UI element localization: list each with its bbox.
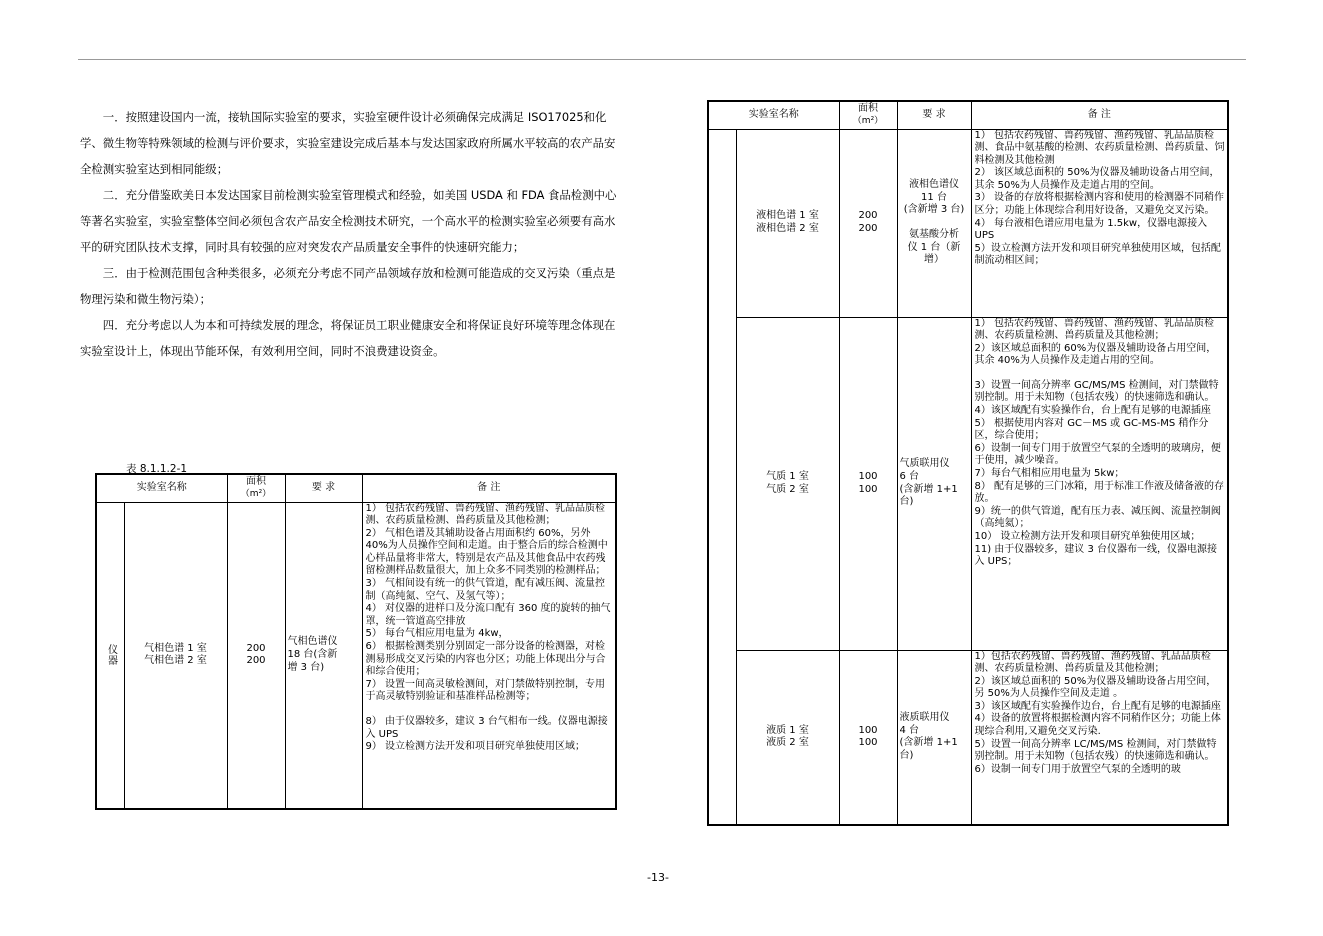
header-area: 面积 （m²） bbox=[839, 101, 897, 129]
header-name: 实验室名称 bbox=[96, 474, 227, 502]
notes-cell: 1）包括农药残留、兽药残留、渔药残留、乳品品质检测、农药质量检测、兽药质量及其他检测； 2）该区域总面积的 50%为仪器及辅助设备占用空间，另 50%为人员操作空间及走道 。 3）该区域配有实验操作边台，台上配有足够的电源插座 4）设备的放置将根据检测内容不同稍作区分；功能上体现综合利用,又避免交叉污染. 5）设置一间高分辨率 LC/MS/MS 检测间，对门禁做特别控制。用于未知物（包括农残）的快速筛选和确认。 6）设制一间专门用于放置空气泵的全透明的玻 bbox=[971, 650, 1228, 825]
notes-cell: 1） 包括农药残留、兽药残留、渔药残留、乳品品质检测、食品中氨基酸的检测、农药质量检测、兽药质量、饲料检测及其他检测 2） 该区域总面积的 50%为仪器及辅助设备占用空间，其余 50%为人员操作及走道占用的空间。 3） 设备的存放将根据检测内容和使用的检测器不同稍作区分；功能上体现综合利用好设备，又避免交叉污染。 4） 每台液相色谱应用电量为 1.5kw，仪器电源接入 UPS 5）设立检测方法开发和项目研究单独使用区域，包括配制流动相区间； bbox=[971, 129, 1228, 317]
room-name-cell: 液质 1 室 液质 2 室 bbox=[736, 650, 839, 825]
table-row bbox=[708, 129, 1228, 317]
table-header-row bbox=[96, 474, 616, 502]
lab-table-right bbox=[707, 100, 1229, 826]
table-row bbox=[708, 317, 1228, 650]
header-note: 备 注 bbox=[971, 101, 1228, 129]
notes-cell: 1） 包括农药残留、兽药残留、渔药残留、乳品品质检测、农药质量检测、兽药质量及其他检测； 2） 气相色谱及其辅助设备占用面积约 60%，另外 40%为人员操作空间和走道。由于整合后的综合检测中心样品量将非常大，特别是农产品及其他食品中农药残留检测样品数量很大，加上众多不同类别的检测样品； 3） 气相间设有统一的供气管道，配有减压阀、流量控制（高纯氮、空气、及氢气等）； 4） 对仪器的进样口及分流口配有 360 度的旋转的抽气罩，统一管道高空排放 5） 每台气相应用电量为 4kw， 6） 根据检测类别分别固定一部分设备的检测器，对检测易形成交叉污染的内容也分区；功能上体现出分与合和综合使用； 7） 设置一间高灵敏检测间，对门禁做特别控制，专用于高灵敏特别验证和基准样品检测等； 8） 由于仪器较多，建议 3 台气相布一线。仪器电源接入 UPS 9） 设立检测方法开发和项目研究单独使用区域； bbox=[362, 502, 616, 809]
paragraph-2: 二．充分借鉴欧美日本发达国家目前检测实验室管理模式和经验，如美国 USDA 和 FDA 食品检测中心等著名实验室，实验室整体空间必须包含农产品安全检测技术研究，一个高水平的检测实验室必须要有高水平的研究团队技术支撑，同时具有较强的应对突发农产品质量安全事件的快速研究能力； bbox=[80, 188, 617, 254]
lab-table-left bbox=[95, 473, 617, 810]
area-cell: 100 100 bbox=[839, 317, 897, 650]
area-cell: 100 100 bbox=[839, 650, 897, 825]
header-note: 备 注 bbox=[362, 474, 616, 502]
table-row bbox=[96, 502, 616, 809]
header-area: 面积 （m²） bbox=[227, 474, 285, 502]
requirement-cell: 液质联用仪 4 台 (含新增 1+1 台) bbox=[897, 650, 971, 825]
notes-cell: 1） 包括农药残留、兽药残留、渔药残留、乳品品质检测、农药质量检测、兽药质量及其他检测； 2）该区域总面积的 60%为仪器及辅助设备占用空间，其余 40%为人员操作及走道占用的空间。 3）设置一间高分辨率 GC/MS/MS 检测间，对门禁做特别控制。用于未知物（包括农残）的快速筛选和确认。 4）该区域配有实验操作台，台上配有足够的电源插座 5） 根据使用内容对 GC－MS 或 GC-MS-MS 稍作分区，综合使用； 6）设制一间专门用于放置空气泵的全透明的玻璃房，便于使用，减少噪音。 7）每台气相相应用电量为 5kw； 8） 配有足够的三门冰箱，用于标准工作液及储备液的存放。 9）统一的供气管道，配有压力表、减压阀、流量控制阀（高纯氦）； 10） 设立检测方法开发和项目研究单独使用区域； 11) 由于仪器较多，建议 3 台仪器布一线，仪器电源接入 UPS； bbox=[971, 317, 1228, 650]
table-header-row bbox=[708, 101, 1228, 129]
requirement-cell: 气质联用仪 6 台 (含新增 1+1 台) bbox=[897, 317, 971, 650]
header-req: 要 求 bbox=[285, 474, 362, 502]
page-number: -13- bbox=[647, 871, 669, 884]
area-cell: 200 200 bbox=[839, 129, 897, 317]
room-name-cell: 液相色谱 1 室 液相色谱 2 室 bbox=[736, 129, 839, 317]
header-req: 要 求 bbox=[897, 101, 971, 129]
body-text bbox=[80, 104, 625, 364]
table-caption: 表 8.1.1.2-1 bbox=[126, 463, 188, 475]
room-name-cell: 气相色谱 1 室 气相色谱 2 室 bbox=[124, 502, 227, 809]
table-row bbox=[708, 650, 1228, 825]
requirement-cell: 液相色谱仪 11 台 (含新增 3 台) 氨基酸分析 仪 1 台（新 增） bbox=[897, 129, 971, 317]
header-rule bbox=[78, 59, 1246, 60]
room-name-cell: 气质 1 室 气质 2 室 bbox=[736, 317, 839, 650]
category-cell bbox=[708, 129, 736, 825]
area-cell: 200 200 bbox=[227, 502, 285, 809]
paragraph-4: 四．充分考虑以人为本和可持续发展的理念，将保证员工职业健康安全和将保证良好环境等理念体现在实验室设计上，体现出节能环保，有效利用空间，同时不浪费建设资金。 bbox=[80, 318, 616, 358]
requirement-cell: 气相色谱仪 18 台(含新 增 3 台) bbox=[285, 502, 362, 809]
category-cell: 仪器 bbox=[96, 502, 124, 809]
header-name: 实验室名称 bbox=[708, 101, 839, 129]
paragraph-1: 一．按照建设国内一流，接轨国际实验室的要求，实验室硬件设计必须确保完成满足 ISO17025和化学、微生物等特殊领域的检测与评价要求，实验室建设完成后基本与发达国家政府所属水平较高的农产品安全检测实验室达到相同能级； bbox=[80, 110, 616, 176]
paragraph-3: 三．由于检测范围包含种类很多，必须充分考虑不同产品领域存放和检测可能造成的交叉污染（重点是物理污染和微生物污染）； bbox=[80, 266, 616, 306]
